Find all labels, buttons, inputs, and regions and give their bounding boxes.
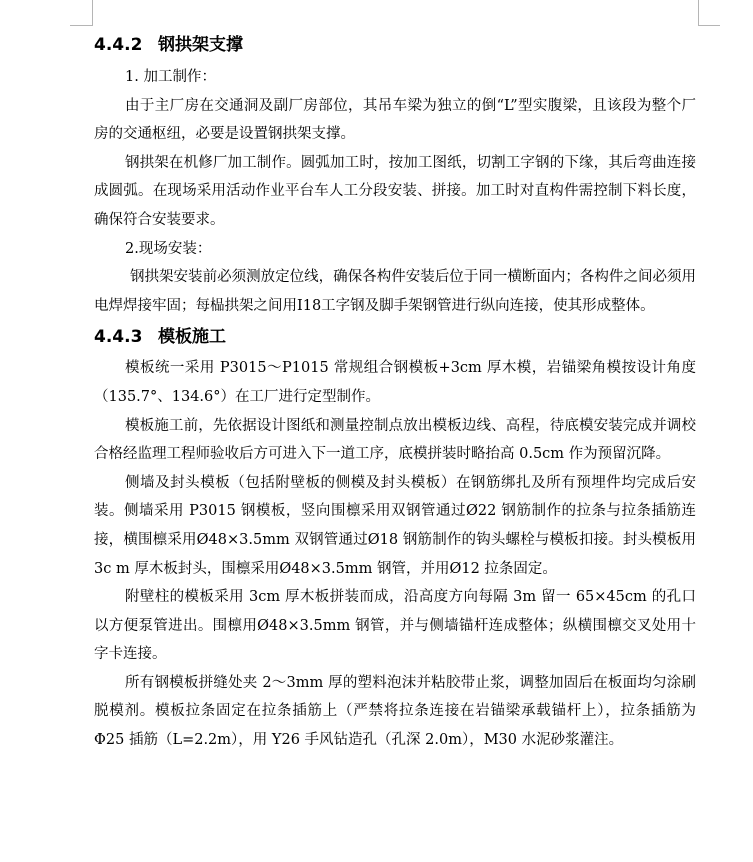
section-title: 模板施工 bbox=[158, 327, 226, 348]
paragraph: 模板统一采用 P3015～P1015 常规组合钢模板+3cm 厚木模，岩锚梁角模按设计角度（135.7°、134.6°）在工厂进行定型制作。 bbox=[94, 360, 696, 405]
paragraph: 侧墙及封头模板（包括附壁板的侧模及封头模板）在钢筋绑扎及所有预埋件均完成后安装。侧墙采用 P3015 钢模板，竖向围檩采用双钢管通过Ø22 钢筋制作的拉条与拉条插筋连接，横围檩采用Ø48×3.5mm 双钢管通过Ø18 钢筋制作的钩头螺栓与模板扣接。封头模板用 3c m 厚木板封头，围檩采用Ø48×3.5mm 钢管，并用Ø12 拉条固定。 bbox=[94, 474, 696, 577]
page-corner-mark-left-h bbox=[70, 25, 92, 26]
paragraph: 附壁柱的模板采用 3cm 厚木板拼装而成，沿高度方向每隔 3m 留一 65×45cm 的孔口以方便泵管进出。围檩用Ø48×3.5mm 钢管，并与侧墙锚杆连成整体；纵横围檩交叉处用十字卡连接。 bbox=[94, 589, 696, 663]
page-corner-mark-right bbox=[698, 0, 699, 26]
section-heading-4-4-3 bbox=[94, 324, 696, 350]
paragraph: 所有钢模板拼缝处夹 2～3mm 厚的塑料泡沫并粘胶带止浆，调整加固后在板面均匀涂刷脱模剂。模板拉条固定在拉条插筋上（严禁将拉条连接在岩锚梁承载锚杆上），拉条插筋为Φ25 插筋（L=2.2m），用 Y26 手风钻造孔（孔深 2.0m），M30 水泥砂浆灌注。 bbox=[94, 674, 696, 749]
paragraph: 模板施工前，先依据设计图纸和测量控制点放出模板边线、高程，待底模安装完成并调校合格经监理工程师验收后方可进入下一道工序，底模拼装时略抬高 0.5cm 作为预留沉降。 bbox=[94, 417, 696, 463]
page-corner-mark-left bbox=[92, 0, 93, 26]
list-item: 2.现场安装： bbox=[125, 240, 212, 257]
section-title: 钢拱架支撑 bbox=[158, 35, 243, 55]
document-body bbox=[94, 29, 696, 755]
section-number: 4.4.3 bbox=[94, 327, 143, 348]
section-number: 4.4.2 bbox=[94, 35, 143, 55]
section-heading-4-4-2 bbox=[94, 32, 696, 58]
list-item: 1. 加工制作： bbox=[125, 69, 216, 85]
paragraph: 钢拱架在机修厂加工制作。圆弧加工时，按加工图纸，切割工字钢的下缘，其后弯曲连接成圆弧。在现场采用活动作业平台车人工分段安装、拼接。加工时对直构件需控制下料长度，确保符合安装要求。 bbox=[94, 154, 696, 228]
page-corner-mark-right-h bbox=[698, 25, 720, 26]
paragraph: 钢拱架安装前必须测放定位线，确保各构件安装后位于同一横断面内；各构件之间必须用电焊焊接牢固；每榀拱架之间用I18工字钢及脚手架钢管进行纵向连接，使其形成整体。 bbox=[94, 269, 696, 314]
paragraph: 由于主厂房在交通洞及副厂房部位，其吊车梁为独立的倒“L”型实腹梁，且该段为整个厂房的交通枢纽，必要是设置钢拱架支撑。 bbox=[94, 97, 696, 143]
